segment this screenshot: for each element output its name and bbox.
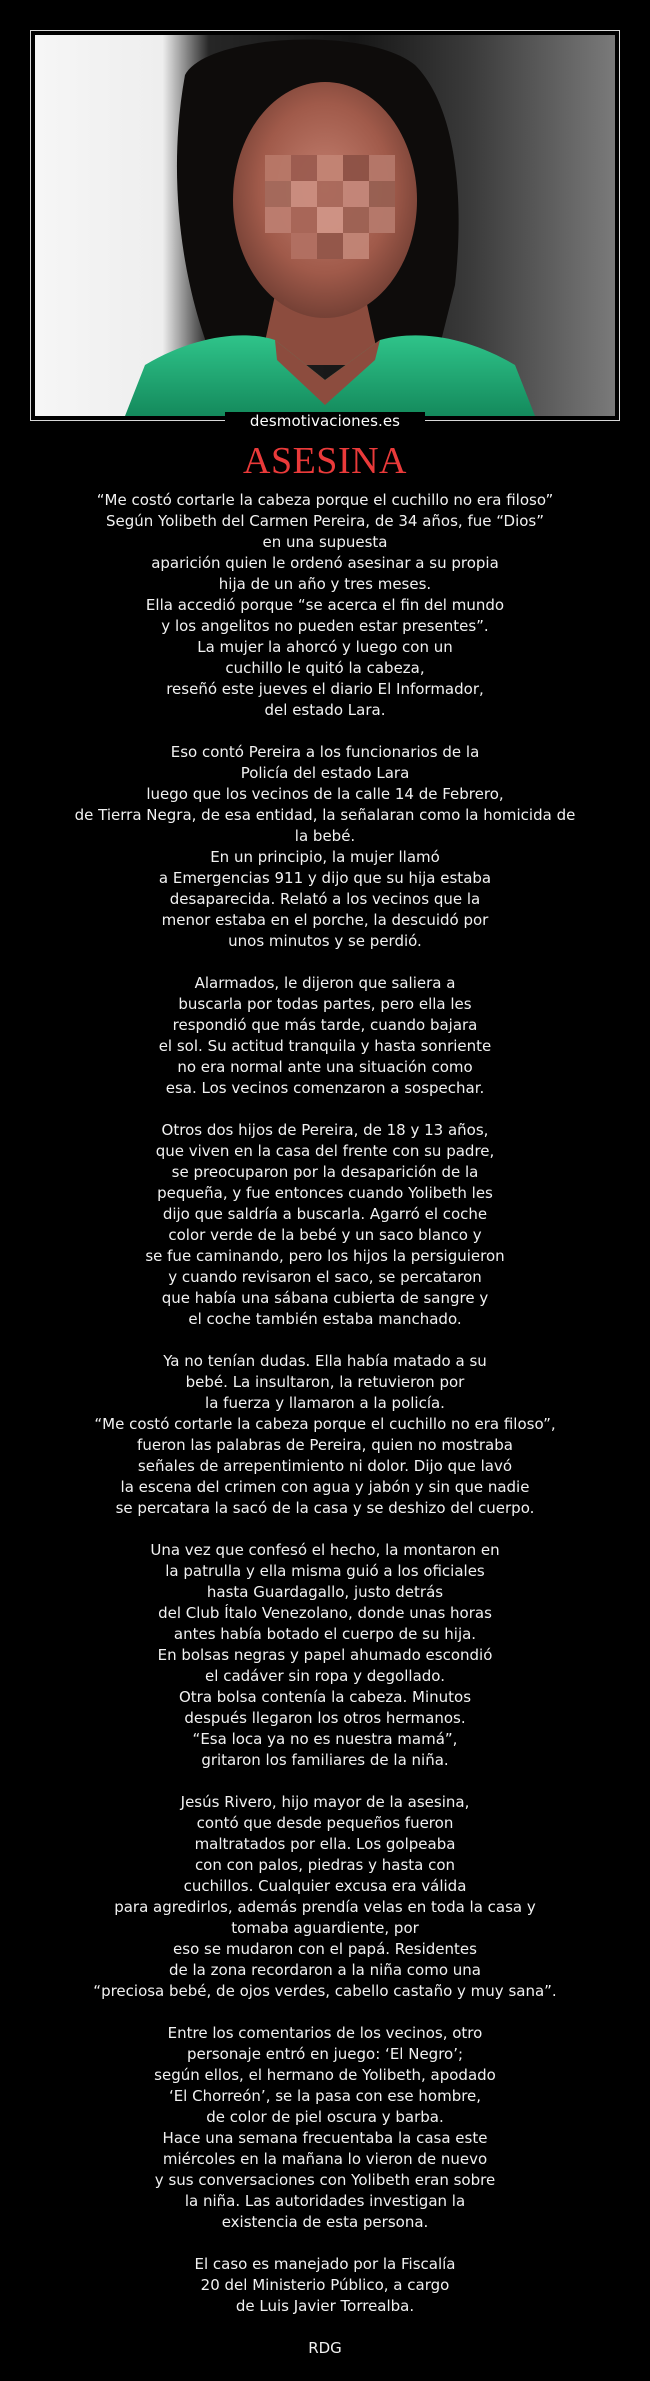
text-line: después llegaron los otros hermanos. <box>184 1709 466 1727</box>
text-line: con con palos, piedras y hasta con <box>194 1856 456 1874</box>
article-text <box>66 490 584 2317</box>
text-line: Policía del estado Lara <box>240 764 410 782</box>
text-line: el sol. Su actitud tranquila y hasta sonriente <box>158 1037 492 1055</box>
text-line: del Club Ítalo Venezolano, donde unas horas <box>158 1604 492 1622</box>
text-line: Alarmados, le dijeron que saliera a <box>194 974 456 992</box>
text-line: menor estaba en el porche, la descuidó por <box>161 911 489 929</box>
text-line: color verde de la bebé y un saco blanco y <box>168 1226 482 1244</box>
text-line: tomaba aguardiente, por <box>231 1919 419 1937</box>
text-line: existencia de esta persona. <box>221 2213 429 2231</box>
photo <box>35 35 615 416</box>
text-line: luego que los vecinos de la calle 14 de Febrero, <box>146 785 504 803</box>
text-line: Según Yolibeth del Carmen Pereira, de 34 años, fue “Dios” <box>105 512 545 530</box>
text-line: para agredirlos, además prendía velas en toda la casa y <box>114 1898 536 1916</box>
text-line: fueron las palabras de Pereira, quien no mostraba <box>137 1436 513 1454</box>
text-line: de color de piel oscura y barba. <box>206 2108 444 2126</box>
paragraph <box>66 973 584 1099</box>
text-line: La mujer la ahorcó y luego con un <box>197 638 453 656</box>
paragraph <box>66 1792 584 2002</box>
paragraph <box>66 1351 584 1519</box>
text-line: “Me costó cortarle la cabeza porque el cuchillo no era filoso”, <box>94 1415 556 1433</box>
text-line: Entre los comentarios de los vecinos, otro <box>167 2024 483 2042</box>
text-line: reseñó este jueves el diario El Informador, <box>166 680 484 698</box>
text-line: Ella accedió porque “se acerca el fin del mundo <box>145 596 505 614</box>
text-line: pequeña, y fue entonces cuando Yolibeth les <box>157 1184 493 1202</box>
paragraph <box>66 2023 584 2233</box>
text-line: la niña. Las autoridades investigan la <box>184 2192 466 2210</box>
paragraph <box>66 742 584 952</box>
woman-portrait-image <box>35 35 615 416</box>
text-line: el coche también estaba manchado. <box>188 1310 462 1328</box>
text-line: Ya no tenían dudas. Ella había matado a su <box>163 1352 487 1370</box>
text-line: de Tierra Negra, de esa entidad, la señalaran como la homicida de <box>74 806 576 824</box>
text-line: hija de un año y tres meses. <box>218 575 432 593</box>
text-line: contó que desde pequeños fueron <box>196 1814 454 1832</box>
paragraph <box>66 1120 584 1330</box>
text-line: eso se mudaron con el papá. Residentes <box>173 1940 477 1958</box>
text-line: maltratados por ella. Los golpeaba <box>194 1835 456 1853</box>
paragraph <box>66 490 584 721</box>
text-line: del estado Lara. <box>264 701 386 719</box>
text-line: y los angelitos no pueden estar presentes”. <box>161 617 489 635</box>
signature: RDG <box>308 2339 342 2357</box>
text-line: miércoles en la mañana lo vieron de nuevo <box>162 2150 488 2168</box>
text-line: y sus conversaciones con Yolibeth eran sobre <box>154 2171 496 2189</box>
text-line: cuchillo le quitó la cabeza, <box>225 659 425 677</box>
text-line: la escena del crimen con agua y jabón y sin que nadie <box>120 1478 530 1496</box>
text-line: Hace una semana frecuentaba la casa este <box>162 2129 488 2147</box>
text-line: que viven en la casa del frente con su padre, <box>155 1142 495 1160</box>
text-line: bebé. La insultaron, la retuvieron por <box>185 1373 465 1391</box>
text-line: se percatara la sacó de la casa y se deshizo del cuerpo. <box>115 1499 535 1517</box>
text-line: “Me costó cortarle la cabeza porque el cuchillo no era filoso” <box>96 491 554 509</box>
text-line: Otra bolsa contenía la cabeza. Minutos <box>178 1688 472 1706</box>
text-line: hasta Guardagallo, justo detrás <box>206 1583 444 1601</box>
text-line: Eso contó Pereira a los funcionarios de la <box>170 743 480 761</box>
text-line: la patrulla y ella misma guió a los oficiales <box>165 1562 485 1580</box>
text-line: la fuerza y llamaron a la policía. <box>205 1394 445 1412</box>
photo-frame <box>30 30 620 421</box>
text-line: a Emergencias 911 y dijo que su hija estaba <box>158 869 492 887</box>
text-line: personaje entró en juego: ‘El Negro’; <box>186 2045 464 2063</box>
text-line: buscarla por todas partes, pero ella les <box>178 995 472 1013</box>
text-line: ‘El Chorreón’, se la pasa con ese hombre, <box>168 2087 482 2105</box>
poster-title: ASESINA <box>243 440 407 482</box>
paragraph <box>66 1540 584 1771</box>
text-line: se fue caminando, pero los hijos la persiguieron <box>145 1247 505 1265</box>
text-line: Otros dos hijos de Pereira, de 18 y 13 años, <box>161 1121 489 1139</box>
text-line: dijo que saldría a buscarla. Agarró el coche <box>162 1205 488 1223</box>
text-line: En bolsas negras y papel ahumado escondió <box>157 1646 493 1664</box>
text-line: esa. Los vecinos comenzaron a sospechar. <box>165 1079 485 1097</box>
text-line: según ellos, el hermano de Yolibeth, apodado <box>154 2066 496 2084</box>
text-line: se preocuparon por la desaparición de la <box>171 1163 479 1181</box>
text-line: respondió que más tarde, cuando bajara <box>172 1016 478 1034</box>
text-line: En un principio, la mujer llamó <box>210 848 440 866</box>
text-line: “Esa loca ya no es nuestra mamá”, <box>192 1730 458 1748</box>
text-line: Una vez que confesó el hecho, la montaron en <box>150 1541 500 1559</box>
text-line: gritaron los familiares de la niña. <box>201 1751 449 1769</box>
text-line: desaparecida. Relató a los vecinos que la <box>169 890 481 908</box>
text-line: 20 del Ministerio Público, a cargo <box>200 2276 450 2294</box>
text-line: de la zona recordaron a la niña como una <box>169 1961 481 1979</box>
site-watermark: desmotivaciones.es <box>225 412 425 430</box>
text-line: Jesús Rivero, hijo mayor de la asesina, <box>180 1793 470 1811</box>
text-line: no era normal ante una situación como <box>177 1058 473 1076</box>
text-line: unos minutos y se perdió. <box>228 932 422 950</box>
text-line: la bebé. <box>294 827 356 845</box>
text-line: señales de arrepentimiento ni dolor. Dijo que lavó <box>137 1457 513 1475</box>
text-line: “preciosa bebé, de ojos verdes, cabello castaño y muy sana”. <box>93 1982 557 2000</box>
text-line: aparición quien le ordenó asesinar a su propia <box>151 554 499 572</box>
text-line: El caso es manejado por la Fiscalía <box>194 2255 456 2273</box>
text-line: en una supuesta <box>262 533 388 551</box>
text-line: de Luis Javier Torrealba. <box>235 2297 415 2315</box>
text-line: que había una sábana cubierta de sangre y <box>161 1289 489 1307</box>
text-line: el cadáver sin ropa y degollado. <box>205 1667 445 1685</box>
paragraph <box>66 2254 584 2317</box>
text-line: antes había botado el cuerpo de su hija. <box>173 1625 477 1643</box>
text-line: cuchillos. Cualquier excusa era válida <box>183 1877 467 1895</box>
text-line: y cuando revisaron el saco, se percataron <box>168 1268 482 1286</box>
